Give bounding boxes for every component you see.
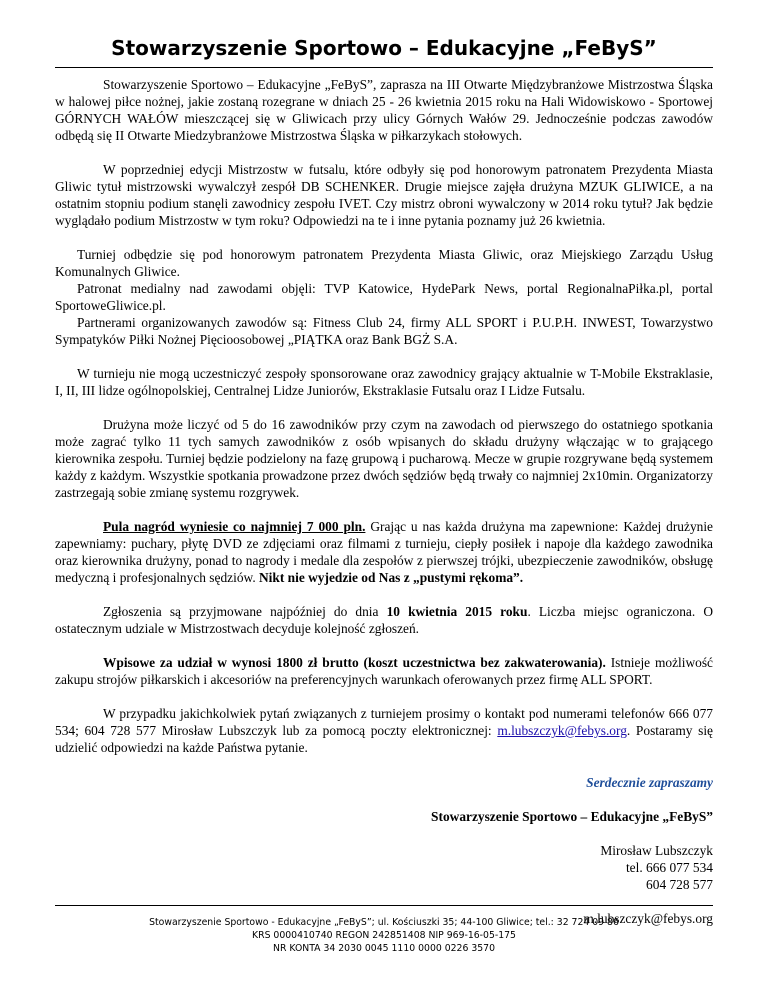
prizes-closing-text: Nikt nie wyjedzie od Nas z „pustymi rękoma”. — [259, 570, 524, 585]
contact-email-link[interactable]: m.lubszczyk@febys.org — [497, 723, 627, 738]
entry-fee-details: Istnieje możliwość zakupu strojów piłkarskich i akcesoriów na preferencyjnych warunkach oferowanych przez firmę ALL SPORT. — [55, 655, 714, 687]
document-body — [55, 76, 713, 927]
signature-email: m.lubszczyk@febys.org — [583, 911, 713, 926]
registration-deadline: 10 kwietnia 2015 roku — [386, 604, 528, 619]
paragraph-prizes — [55, 518, 713, 586]
signature-organization: Stowarzyszenie Sportowo – Edukacyjne „FeByS” — [431, 809, 713, 824]
paragraph-registration — [55, 603, 713, 637]
title-divider — [55, 67, 713, 68]
footer — [0, 916, 768, 955]
footer-bank-account: NR KONTA 34 2030 0045 1110 0000 0226 3570 — [272, 943, 496, 954]
footer-address: Stowarzyszenie Sportowo - Edukacyjne „FeByS”; ul. Kościuszki 35; 44-100 Gliwice; tel.: 32 724 09 86 — [149, 917, 619, 928]
signature-phone-2: 604 728 577 — [646, 877, 713, 892]
footer-divider — [55, 905, 713, 906]
invitation-text: Serdecznie zapraszamy — [586, 775, 713, 790]
paragraph-intro: Stowarzyszenie Sportowo – Edukacyjne „FeByS”, zaprasza na III Otwarte Międzybranżowe Mistrzostwa Śląska w halowej piłce nożnej, jakie zostaną rozegrane w dniach 25 - 26 kwietnia 2015 roku na Hali Widowiskowo - Sportowej GÓRNYCH WAŁÓW mieszczącej się w Gliwicach przy ulicy Górnych Wałów 29. Jednocześnie podczas zawodów odbędą się II Otwarte Miedzybranżowe Mistrzostwa Śląska w piłkarzykach stołowych. — [55, 77, 713, 143]
paragraph-contact — [55, 705, 713, 756]
registration-text-2: . Liczba miejsc ograniczona. O ostatecznym udziale w Mistrzostwach decyduje kolejność zgłoszeń. — [55, 604, 713, 636]
page-title: Stowarzyszenie Sportowo – Edukacyjne „FeByS” — [111, 36, 657, 60]
paragraph-partners: Partnerami organizowanych zawodów są: Fitness Club 24, firmy ALL SPORT i P.U.P.H. INWEST, Towarzystwo Sympatyków Piłki Nożnej Pięcioosobowej „PIĄTKA oraz Bank BGŻ S.A. — [55, 315, 713, 347]
signature-name: Mirosław Lubszczyk — [600, 843, 713, 858]
paragraph-eligibility: W turnieju nie mogą uczestniczyć zespoły sponsorowane oraz zawodnicy grający aktualnie w T-Mobile Ekstraklasie, I, II, III lidze ogólnopolskiej, Centralnej Lidze Juniorów, Ekstraklasie Futsalu oraz I Lidze Futsalu. — [55, 366, 713, 398]
paragraph-previous-edition: W poprzedniej edycji Mistrzostw w futsalu, które odbyły się pod honorowym patronatem Prezydenta Miasta Gliwic tytuł mistrzowski wywalczył zespół DB SCHENKER. Drugie miejsce zajęła drużyna MZUK GLIWICE, a na ostatnim stopniu podium stanęli zawodnicy zespołu IVET. Czy mistrz obroni wywalczony w 2014 roku tytuł? Jak będzie wyglądało podium Mistrzostw w tym roku? Odpowiedzi na te i inne pytania poznamy już 26 kwietnia. — [55, 162, 713, 228]
registration-text-1: Zgłoszenia są przyjmowane najpóźniej do dnia — [103, 604, 387, 619]
paragraph-entry-fee — [55, 654, 713, 688]
entry-fee-text: Wpisowe za udział w wynosi 1800 zł brutto (koszt uczestnictwa bez zakwaterowania). — [103, 655, 606, 670]
contact-text-2: . Postaramy się udzielić odpowiedzi na każde Państwa pytanie. — [55, 723, 713, 755]
footer-registry: KRS 0000410740 REGON 242851408 NIP 969-16-05-175 — [252, 930, 516, 941]
prizes-text: Grając u nas każda drużyna ma zapewnione: Każdej drużynie zapewniamy: puchary, płytę DVD ze zdjęciami oraz filmami z turnieju, ciepły posiłek i napoje dla każdego zawodnika oraz kierownika drużyny, ponad to nagrody i medale dla zespołów z pierwszej trójki, ubezpieczenie zawodników, obsługę medyczną i profesjonalnych sędziów. — [55, 519, 713, 585]
paragraph-media-patronage: Patronat medialny nad zawodami objęli: TVP Katowice, HydePark News, portal RegionalnaPiłka.pl, portal SportoweGliwice.pl. — [55, 281, 713, 313]
prize-pool-text: Pula nagród wyniesie co najmniej 7 000 pln. — [103, 519, 366, 534]
signature-phone-1: tel. 666 077 534 — [625, 860, 713, 875]
paragraph-patronage: Turniej odbędzie się pod honorowym patronatem Prezydenta Miasta Gliwic, oraz Miejskiego Zarządu Usług Komunalnych Gliwice. — [55, 247, 713, 279]
contact-text-1: W przypadku jakichkolwiek pytań związanych z turniejem prosimy o kontakt pod numerami telefonów 666 077 534; 604 728 577 Mirosław Lubszczyk lub za pomocą poczty elektronicznej: — [55, 706, 713, 738]
paragraph-rules: Drużyna może liczyć od 5 do 16 zawodników przy czym na zawodach od pierwszego do ostatniego spotkania może zagrać tylko 11 tych samych zawodników z osób wpisanych do składu drużyny włączając w to grającego kierownika zespołu. Turniej będzie podzielony na fazę grupową i pucharową. Mecze w grupie rozgrywane będą systemem każdy z każdym. Wszystkie spotkania prowadzone przez dwóch sędziów będą trwały co najmniej 2x10min. Organizatorzy zastrzegają sobie zmianę systemu rozgrywek. — [55, 417, 713, 500]
